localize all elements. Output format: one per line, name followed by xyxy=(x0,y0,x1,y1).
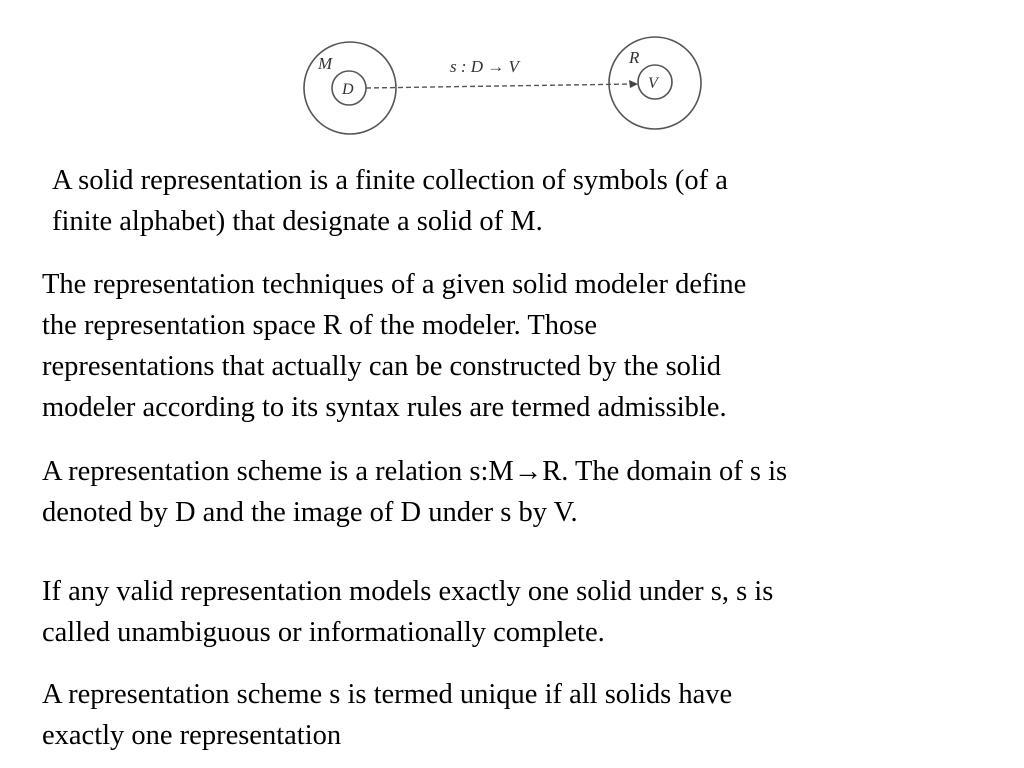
mapping-label: s : D → V xyxy=(450,57,519,76)
text-line: The representation techniques of a given solid modeler define xyxy=(42,269,747,300)
text-line: modeler according to its syntax rules are termed admissible. xyxy=(42,392,727,423)
text-line: denoted by D and the image of D under s by V. xyxy=(42,497,578,528)
text-line: If any valid representation models exactly one solid under s, s is xyxy=(42,576,774,607)
text-line: finite alphabet) that designate a solid of M. xyxy=(52,206,543,237)
mapping-diagram xyxy=(245,18,735,138)
paragraph-representation-space xyxy=(42,264,746,428)
range-outer-label: R xyxy=(629,48,640,67)
text-line: A solid representation is a finite collection of symbols (of a xyxy=(52,165,728,196)
paragraph-unique xyxy=(42,674,732,756)
text-line: A representation scheme is a relation s:M→R. The domain of s is xyxy=(42,456,788,487)
text-line: the representation space R of the modeler. Those xyxy=(42,310,598,341)
text-line: exactly one representation xyxy=(42,720,342,751)
text-line: representations that actually can be constructed by the solid xyxy=(42,351,722,382)
paragraph-unambiguous xyxy=(42,571,773,653)
text-line: called unambiguous or informationally complete. xyxy=(42,617,605,648)
domain-inner-label: D xyxy=(342,81,354,98)
paragraph-solid-representation xyxy=(52,160,728,242)
paragraph-representation-scheme xyxy=(42,451,787,533)
domain-outer-label: M xyxy=(318,54,333,73)
text-line: A representation scheme s is termed unique if all solids have xyxy=(42,679,733,710)
range-inner-label: V xyxy=(648,75,658,92)
mapping-diagram-svg xyxy=(245,18,735,138)
diagram-background xyxy=(245,18,735,138)
